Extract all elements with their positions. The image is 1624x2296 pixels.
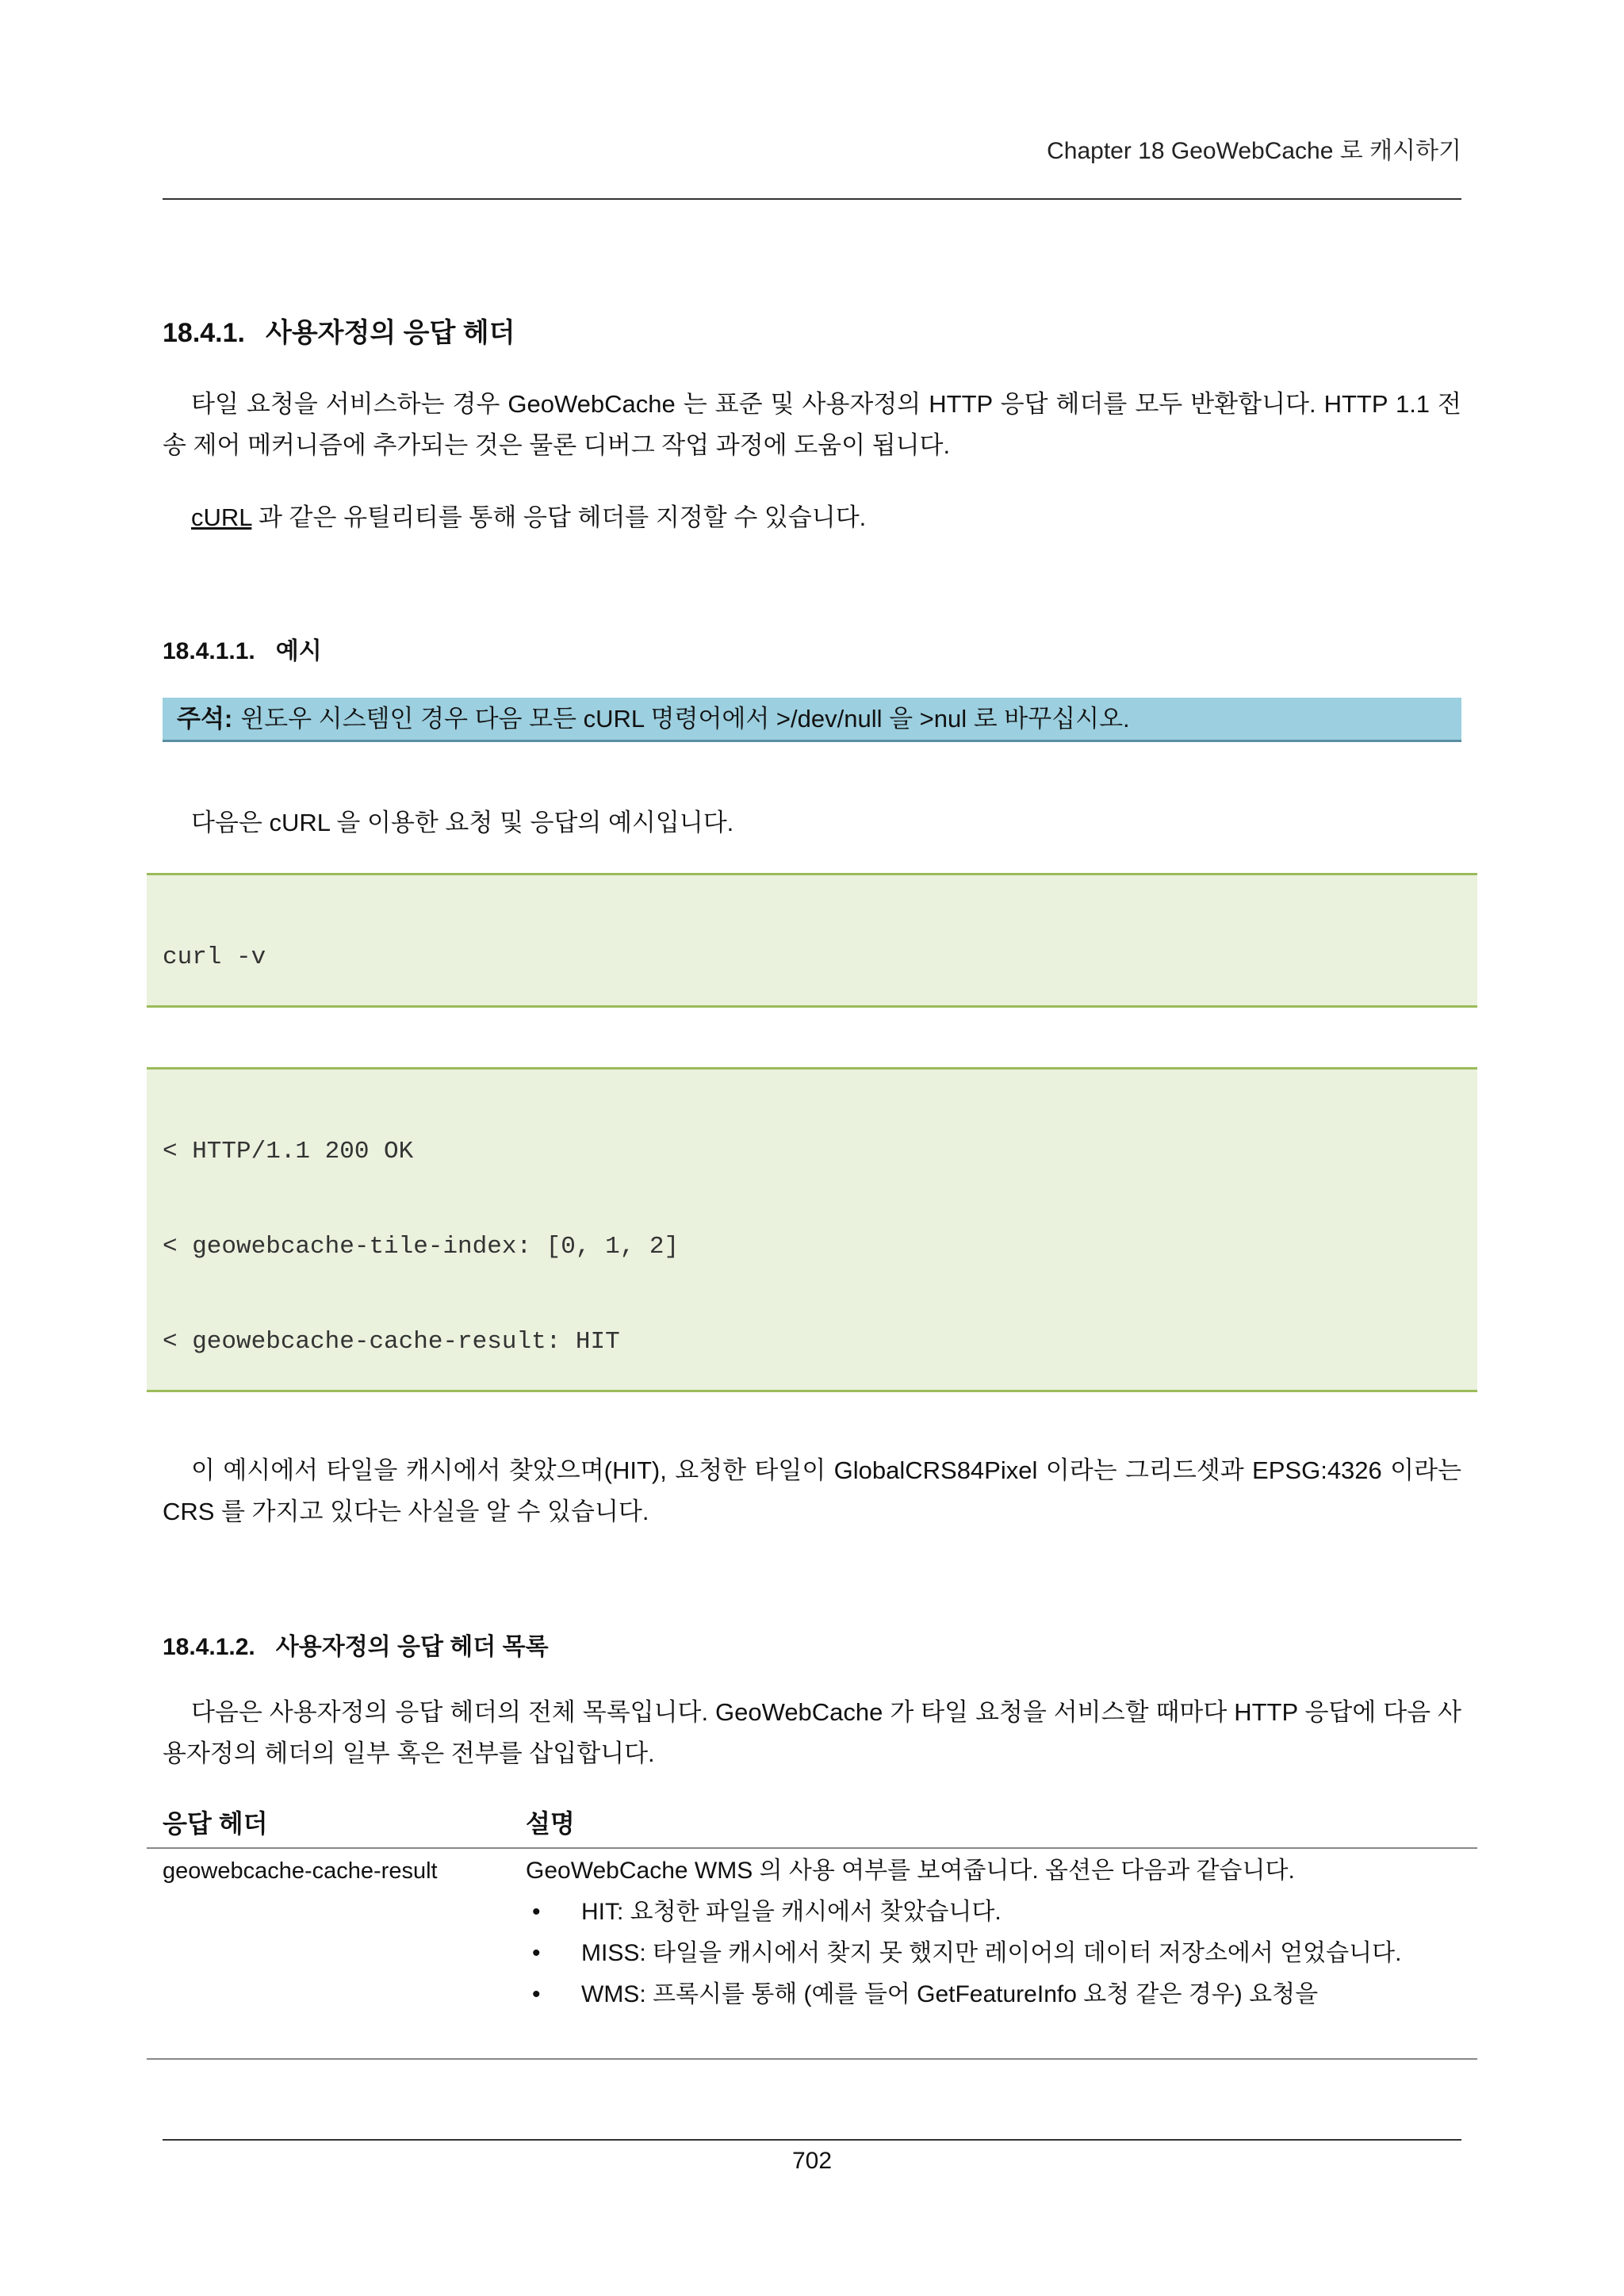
response-code-block xyxy=(147,1067,1477,1392)
section-intro: 타일 요청을 서비스하는 경우 GeoWebCache 는 표준 및 사용자정의 HTTP 응답 헤더를 모두 반환합니다. HTTP 1.1 전송 제어 메커니즘에 추가되는 것은 물론 디버그 작업 과정에 도움이 됩니다. xyxy=(163,390,1461,459)
example-lead-in: 다음은 cURL 을 이용한 요청 및 응답의 예시입니다. xyxy=(191,809,734,836)
running-header: Chapter 18 GeoWebCache 로 캐시하기 xyxy=(1047,138,1461,164)
code-line: < geowebcache-tile-index: [0, 1, 2] xyxy=(163,1233,680,1261)
example-title: 예시 xyxy=(275,638,322,664)
page-number: 702 xyxy=(791,2148,833,2174)
list-title: 사용자정의 응답 헤더 목록 xyxy=(275,1634,549,1660)
option-item: • WMS: 프록시를 통해 (예를 들어 GetFeatureInfo 요청 같은 경우) 요청을 xyxy=(526,1974,1461,2015)
code-line: < HTTP/1.1 200 OK xyxy=(163,1138,414,1165)
bullet-icon: • xyxy=(532,1940,541,1966)
list-number: 18.4.1.2. xyxy=(163,1634,255,1660)
table-header-desc: 설명 xyxy=(526,1809,575,1838)
code-line: < geowebcache-cache-result: HIT xyxy=(163,1328,620,1356)
option-list xyxy=(526,1892,1461,2015)
section-heading xyxy=(163,311,515,350)
header-rule xyxy=(163,198,1461,200)
bullet-icon: • xyxy=(532,1981,541,2007)
list-intro: 다음은 사용자정의 응답 헤더의 전체 목록입니다. GeoWebCache 가 타일 요청을 서비스할 때마다 HTTP 응답에 다음 사용자정의 헤더의 일부 혹은 전부를 삽입합니다. xyxy=(163,1698,1461,1767)
section-number: 18.4.1. xyxy=(163,318,245,348)
note-box xyxy=(163,698,1461,742)
bullet-icon: • xyxy=(532,1899,541,1925)
curl-sentence-text: 과 같은 유틸리티를 통해 응답 헤더를 지정할 수 있습니다. xyxy=(259,503,867,531)
table-header-name: 응답 헤더 xyxy=(163,1809,268,1838)
note-text: 윈도우 시스템인 경우 다음 모든 cURL 명령어에서 >/dev/null 을 >nul 로 바꾸십시오. xyxy=(240,705,1130,733)
description-text: GeoWebCache WMS 의 사용 여부를 보여줍니다. 옵션은 다음과 같습니다. xyxy=(526,1858,1295,1884)
footer-rule xyxy=(163,2139,1461,2141)
section-title: 사용자정의 응답 헤더 xyxy=(265,318,515,348)
example-explanation: 이 예시에서 타일을 캐시에서 찾았으며(HIT), 요청한 타일이 GlobalCRS84Pixel 이라는 그리드셋과 EPSG:4326 이라는 CRS 를 가지고 있다는 사실을 알 수 있습니다. xyxy=(163,1456,1461,1525)
curl-sentence xyxy=(163,497,1461,538)
note-label: 주석: xyxy=(177,705,233,733)
curl-link[interactable]: cURL xyxy=(191,503,252,531)
list-heading xyxy=(163,1627,549,1662)
table-rule-top xyxy=(147,1847,1477,1849)
example-number: 18.4.1.1. xyxy=(163,638,255,664)
request-code-block xyxy=(147,873,1477,1008)
code-line: curl -v xyxy=(163,943,266,971)
table-cell-description xyxy=(526,1850,1461,2015)
option-item: • HIT: 요청한 파일을 캐시에서 찾았습니다. xyxy=(526,1892,1461,1933)
example-heading xyxy=(163,631,322,666)
table-cell-header-name: geowebcache-cache-result xyxy=(163,1858,438,1884)
table-rule-bottom xyxy=(147,2058,1477,2060)
option-item: • MISS: 타일을 캐시에서 찾지 못 했지만 레이어의 데이터 저장소에서 얻었습니다. xyxy=(526,1933,1461,1974)
